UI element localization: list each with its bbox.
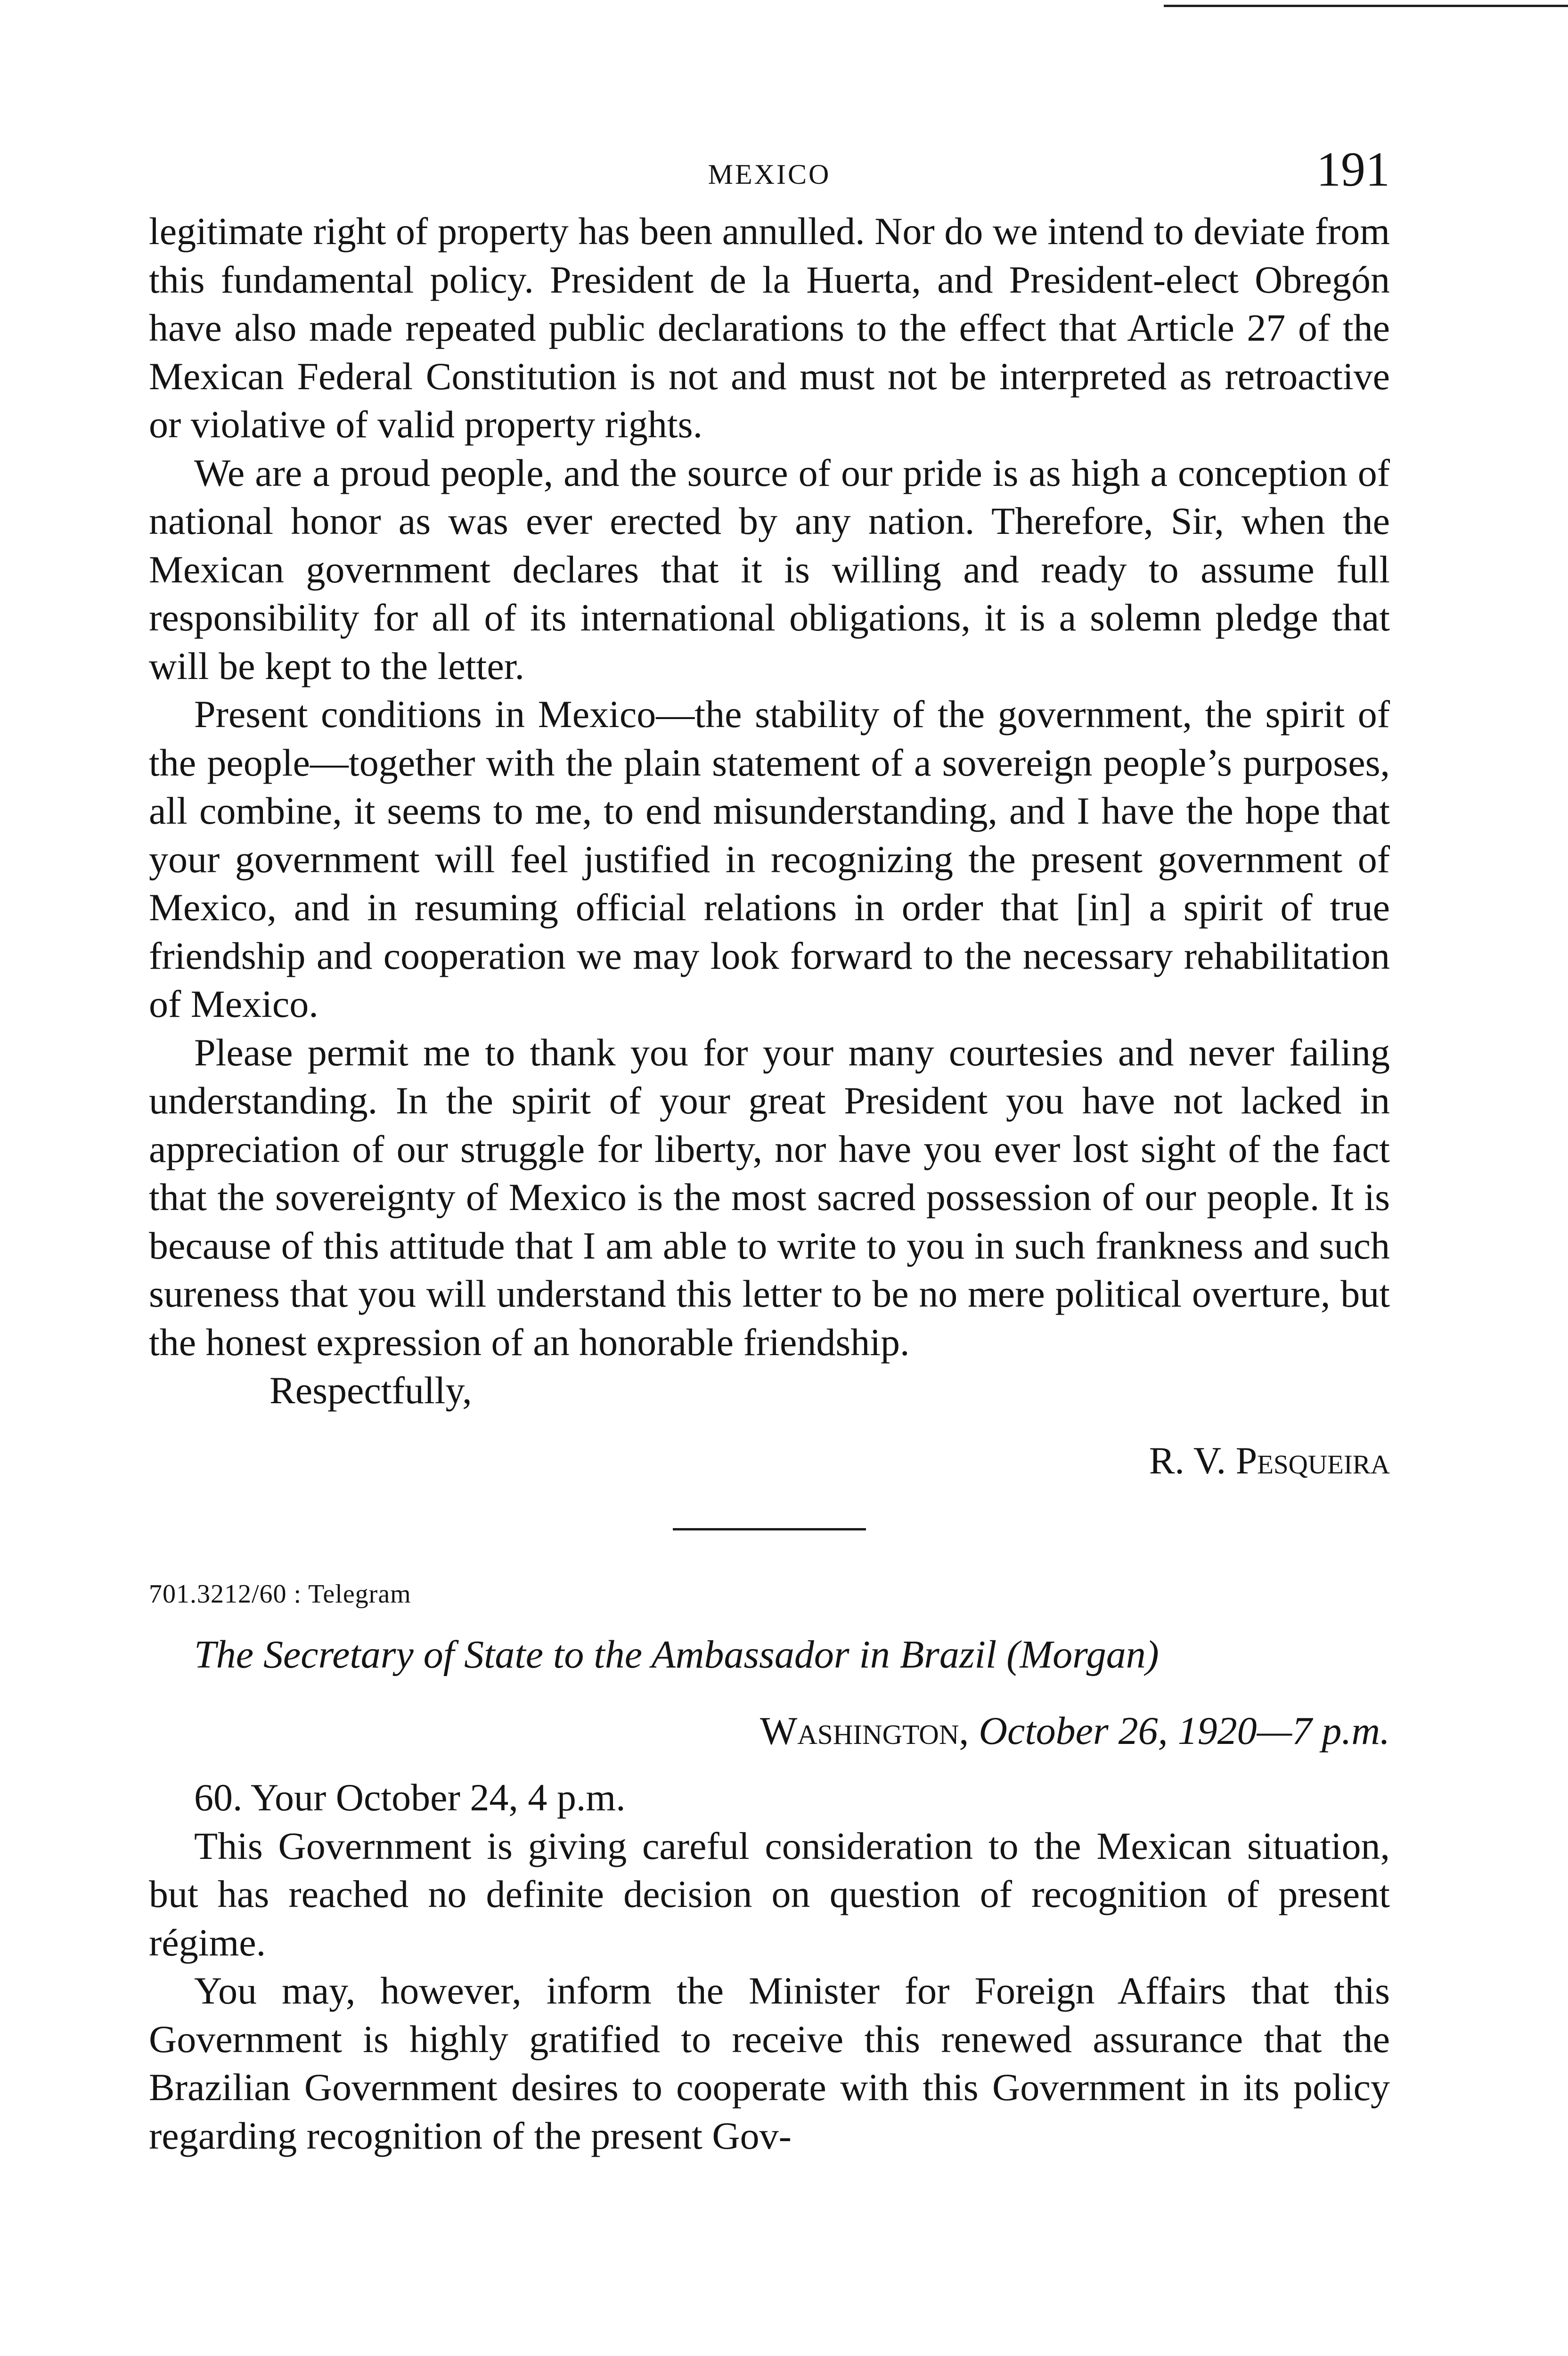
letter-closing: Respectfully, (270, 1369, 472, 1412)
running-head (149, 141, 1390, 207)
file-reference: 701.3212/60 : Telegram (149, 1579, 411, 1609)
letter-body (149, 207, 1390, 1485)
letter-paragraph: Please permit me to thank you for your many courtesies and never failing understanding. In the spirit of your great President you have not lacked in appreciation of our struggle for liberty, nor have you ever lost sight of the fact that the sovereignty of Mexico is the most sacred possession of our people. It is because of this attitude that I am able to write to you in such frankness and such sureness that you will understand this letter to be no mere political overture, but the honest expression of an honorable friendship. (149, 1031, 1390, 1364)
telegram-reference-line: 60. Your October 24, 4 p.m. (194, 1776, 626, 1819)
dateline-place: Washington, (760, 1709, 969, 1753)
section-divider (673, 1528, 866, 1530)
document-heading: The Secretary of State to the Ambassador in Brazil (Morgan) (194, 1633, 1159, 1677)
letter-paragraph: We are a proud people, and the source of our pride is as high a conception of national honor as was ever erected by any nation. Therefore, Sir, when the Mexican government declares that it is willing and ready to assume full responsibility for all of its international obligations, it is a solemn pledge that will be kept to the letter. (149, 451, 1390, 687)
dateline (149, 1706, 1390, 1757)
letter-signature: R. V. Pesqueira (1149, 1439, 1390, 1482)
document-page (149, 141, 1390, 2160)
telegram-paragraph: This Government is giving careful consideration to the Mexican situation, but has reached no definite decision on question of recognition of present régime. (149, 1824, 1390, 1964)
running-title: MEXICO (708, 159, 831, 190)
dateline-date: October 26, 1920—7 p.m. (979, 1709, 1390, 1753)
letter-paragraph-continued: legitimate right of property has been annulled. Nor do we intend to deviate from this fundamental policy. President de la Huerta, and President-elect Obregón have also made repeated public declarations to the effect that Article 27 of the Mexican Federal Constitution is not and must not be interpreted as retroactive or violative of valid property rights. (149, 210, 1390, 446)
top-edge-rule (1164, 5, 1568, 7)
page-number: 191 (1316, 142, 1390, 196)
letter-paragraph: Present conditions in Mexico—the stability of the government, the spirit of the people—together with the plain statement of a sovereign people’s purposes, all combine, it seems to me, to end misunderstanding, and I have the hope that your government will feel justified in recognizing the present government of Mexico, and in resuming official relations in order that [in] a spirit of true friendship and cooperation we may look forward to the necessary rehabilitation of Mexico. (149, 693, 1390, 1025)
telegram-document (149, 1578, 1390, 2160)
telegram-paragraph: You may, however, inform the Minister for Foreign Affairs that this Government is highly gratified to receive this renewed assurance that the Brazilian Government desires to cooperate with this Government in its policy regarding recognition of the present Gov- (149, 1969, 1390, 2157)
